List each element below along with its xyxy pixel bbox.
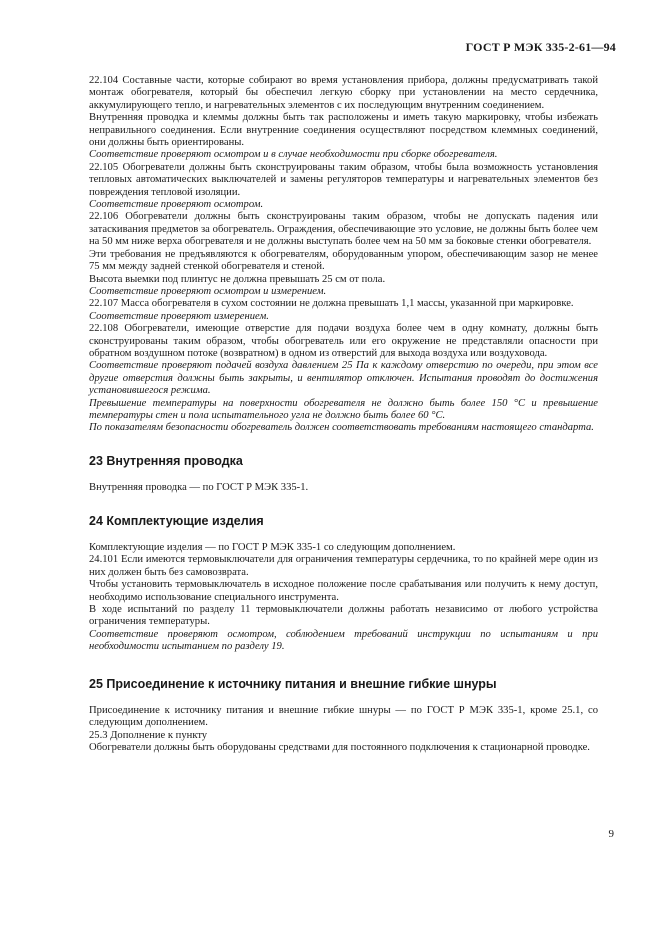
paragraph: 25.3 Дополнение к пункту [89, 729, 208, 741]
clause-22-paragraphs [89, 75, 598, 435]
paragraph: Соответствие проверяют осмотром, соблюдением требований инструкции по испытаниям и при необходимости испытанием по разделу 19. [89, 628, 598, 653]
paragraph: В ходе испытаний по разделу 11 термовыключатели должны работать независимо от любого устройства ограничения температуры. [89, 604, 598, 628]
paragraph: Чтобы установить термовыключатель в исходное положение после срабатывания или получить к нему доступ, необходимо использование специального инструмента. [89, 579, 598, 603]
paragraph: 22.108 Обогреватели, имеющие отверстие для подачи воздуха более чем в одну комнату, должны быть сконструированы таким образом, чтобы обогреватель или его окружение не представляли опасности при обратном воздушном потоке (возвратном) в одном из отверстий для выхода воздуха или воздуховода. [89, 323, 598, 359]
paragraph: 22.105 Обогреватели должны быть сконструированы таким образом, чтобы была возможность установления тепловых автоматических выключателей и замены регуляторов температуры и нагревательных элементов без повреждения тепловой изоляции. [89, 161, 598, 198]
paragraph: Соответствие проверяют осмотром. [89, 199, 264, 211]
paragraph: Присоединение к источнику питания и внешние гибкие шнуры — по ГОСТ Р МЭК 335-1, кроме 25.1, со следующим дополнением. [89, 705, 598, 729]
paragraph: Внутренняя проводка — по ГОСТ Р МЭК 335-1. [89, 482, 309, 494]
paragraph: 22.107 Масса обогревателя в сухом состоянии не должна превышать 1,1 массы, указанной при маркировке. [89, 298, 574, 310]
paragraph: Эти требования не предъявляются к обогревателям, оборудованным упором, обеспечивающим зазор не менее 75 мм между задней стенкой обогревателя и стеной. [89, 248, 598, 273]
paragraph: Соответствие проверяют подачей воздуха давлением 25 Па к каждому отверстию по очереди, при этом все другие отверстия должны быть закрыты, и вентилятор отключен. Испытания проводят до достижения установившегося режима. [89, 360, 598, 397]
paragraph: Высота выемки под плинтус не должна превышать 25 см от пола. [89, 273, 386, 285]
section-25-paragraphs [89, 705, 598, 755]
paragraph: Обогреватели должны быть оборудованы средствами для постоянного подключения к стационарной проводке. [89, 742, 590, 754]
page-header: ГОСТ Р МЭК 335-2-61—94 [465, 40, 616, 54]
paragraph: Соответствие проверяют измерением. [89, 310, 269, 322]
paragraph: 22.106 Обогреватели должны быть сконструированы таким образом, чтобы не допускать падения или затаскивания предметов за обогреватель. Ограждения, обеспечивающие это условие, не должны быть более чем на 50 мм ниже верха обогревателя и не должны выступать более чем на 50 мм за боковые стенки обогревателя. [89, 211, 598, 248]
section-heading-23: 23 Внутренняя проводка [89, 453, 243, 468]
section-24-paragraphs [89, 542, 598, 654]
page-number: 9 [608, 828, 614, 840]
section-23-paragraphs [89, 482, 598, 494]
paragraph: 22.104 Составные части, которые собирают во время установления прибора, должны предусматривать такой монтаж обогревателя, который бы обеспечил легкую сборку при установлении на место сердечника, аккумулирующего тепло, и нагревательных элементов с их последующим внутренним соединением. [89, 75, 598, 111]
paragraph: Соответствие проверяют осмотром и измерением. [89, 285, 327, 297]
section-heading-25: 25 Присоединение к источнику питания и внешние гибкие шнуры [89, 676, 497, 691]
paragraph: По показателям безопасности обогреватель должен соответствовать требованиям настоящего стандарта. [89, 422, 594, 434]
paragraph: 24.101 Если имеются термовыключатели для ограничения температуры сердечника, то по крайней мере один из них должен быть без самовозврата. [89, 554, 598, 578]
page-content [89, 75, 598, 755]
paragraph: Соответствие проверяют осмотром и в случае необходимости при сборке обогревателя. [89, 149, 498, 161]
paragraph: Внутренняя проводка и клеммы должны быть так расположены и иметь такую маркировку, чтобы избежать неправильного соединения. Если внутренние соединения осуществляют посредством клеммных соединений, они должны быть ориентированы. [89, 112, 598, 149]
section-heading-24: 24 Комплектующие изделия [89, 513, 264, 528]
paragraph: Комплектующие изделия — по ГОСТ Р МЭК 335-1 со следующим дополнением. [89, 542, 456, 553]
paragraph: Превышение температуры на поверхности обогревателя не должно быть более 150 °С и превышение температуры стен и пола испытательного угла не должно быть более 60 °С. [89, 397, 598, 421]
